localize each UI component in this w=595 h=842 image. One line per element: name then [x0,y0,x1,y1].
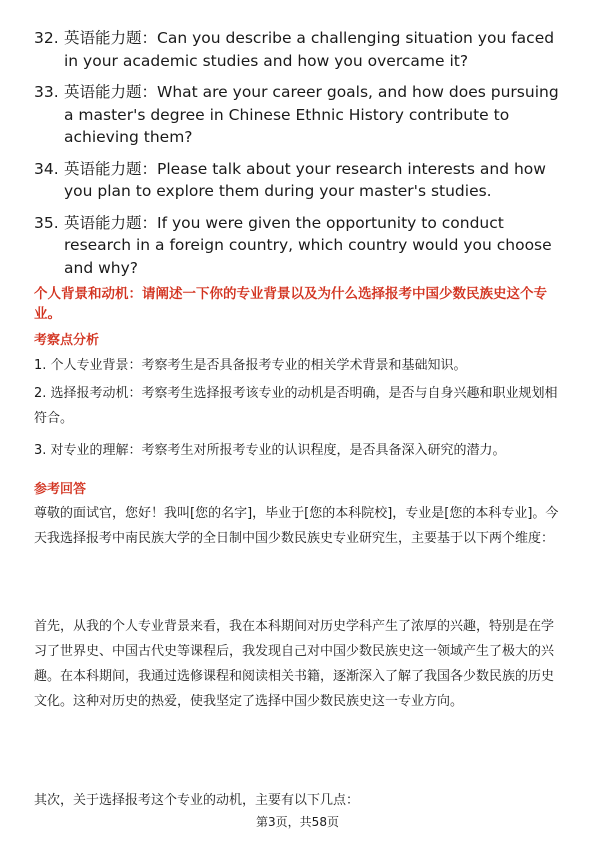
answer-paragraph-1: 尊敬的面试官，您好！我叫[您的名字]，毕业于[您的本科院校]，专业是[您的本科专业]。今天我选择报考中南民族大学的全日制中国少数民族史专业研究生，主要基于以下两个维度： [34,506,559,546]
analysis-item-3: 3. 对专业的理解：考察考生对所报考专业的认识程度，是否具备深入研究的潜力。 [34,443,506,458]
question-item [34,158,564,203]
question-list [34,27,564,288]
question-number: 33. [34,83,59,101]
page-footer: 第3页，共58页 [256,815,339,829]
question-number: 35. [34,213,59,232]
answer-paragraph-3: 其次，关于选择报考这个专业的动机，主要有以下几点： [34,793,360,808]
question-text: 英语能力题：Can you describe a challenging situation you faced in your academic studies and how you overcame it? [64,29,555,70]
question-number: 34. [34,159,59,178]
question-number: 32. [34,29,59,47]
answer-title: 参考回答 [34,482,87,497]
question-item [34,27,564,72]
analysis-title: 考察点分析 [34,333,100,348]
question-text: 英语能力题：What are your career goals, and how does pursuing a master's degree in Chinese Ethnic History contribute to achieving them? [64,83,559,146]
question-item [34,81,564,149]
question-item [34,212,564,280]
answer-paragraph-2: 首先，从我的个人专业背景来看，我在本科期间对历史学科产生了浓厚的兴趣，特别是在学习了世界史、中国古代史等课程后，我发现自己对中国少数民族史这一领域产生了极大的兴趣。在本科期间，我通过选修课程和阅读相关书籍，逐渐深入了解了我国各少数民族的历史文化。这种对历史的热爱，使我坚定了选择中国少数民族史这一专业方向。 [34,619,555,709]
analysis-item-2: 2. 选择报考动机：考察考生选择报考该专业的动机是否明确，是否与自身兴趣和职业规划相符合。 [34,386,558,426]
analysis-item-1: 1. 个人专业背景：考察考生是否具备报考专业的相关学术背景和基础知识。 [34,358,467,373]
red-question-heading: 个人背景和动机：请阐述一下你的专业背景以及为什么选择报考中国少数民族史这个专业。 [34,286,547,322]
question-text: 英语能力题：If you were given the opportunity to conduct research in a foreign country, which country would you choose and why? [64,213,552,277]
question-text: 英语能力题：Please talk about your research interests and how you plan to explore them during your master's studies. [64,159,546,200]
